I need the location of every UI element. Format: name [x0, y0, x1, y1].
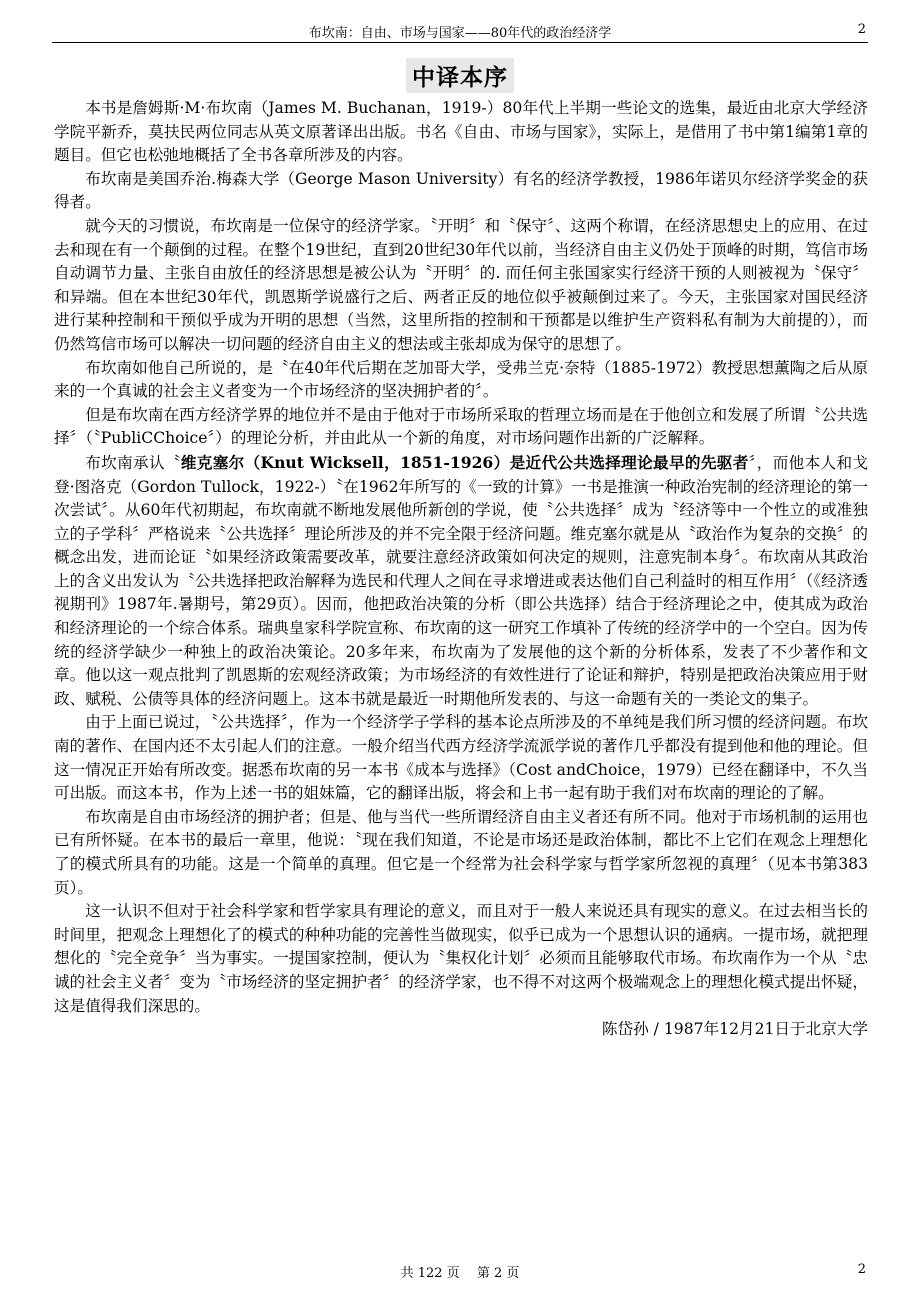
document-title — [0, 58, 920, 93]
paragraph-5: 但是布坎南在西方经济学界的地位并不是由于他对于市场所采取的哲理立场而是在于他创立和发展了所谓〝公共选择〞（〝PubliCChoice〞）的理论分析，并由此从一个新的角度，对市场问题作出新的广泛解释。 — [54, 405, 868, 448]
paragraph-2: 布坎南是美国乔治.梅森大学（George Mason University）有名的经济学教授，1986年诺贝尔经济学奖金的获得者。 — [54, 169, 868, 212]
header-title: 布坎南：自由、市场与国家——80年代的政治经济学 — [308, 26, 612, 41]
paragraph-8: 布坎南是自由市场经济的拥护者；但是、他与当代一些所谓经济自由主义者还有所不同。他对于市场机制的运用也已有所怀疑。在本书的最后一章里，他说：〝现在我们知道，不论是市场还是政治体制，都比不上它们在观念上理想化了的模式所具有的功能。这是一个简单的真理。但它是一个经常为社会科学家与哲学家所忽视的真理〞（见本书第383页）。 — [54, 807, 868, 897]
body-text — [54, 97, 868, 1042]
paragraph-6-start: 布坎南承认〝 — [85, 453, 181, 472]
paragraph-6 — [54, 451, 868, 712]
paragraph-1: 本书是詹姆斯·M·布坎南（James M. Buchanan，1919-）80年代上半期一些论文的选集，最近由北京大学经济学院平新乔，莫扶民两位同志从英文原著译出出版。书名《自由、市场与国家》，实际上，是借用了书中第1编第1章的题目。但它也松弛地概括了全书各章所涉及的内容。 — [54, 99, 868, 165]
paragraph-6-rest: 〞，而他本人和戈登·图洛克（Gordon Tullock，1922-）〝在1962年所写的《一致的计算》一书是推演一种政治宪制的经济理论的第一次尝试〞。从60年代初期起，布坎南就不断地发展他所新创的学说，使〝公共选择〞成为〝经济等中一个性立的或准独立的子学科〞严格说来〝公共选择〞理论所涉及的并不完全限于经济问题。维克塞尔就是从〝政治作为复杂的交换〞的概念出发，进而论证〝如果经济政策需要改革，就要注意经济政策如何决定的规则，注意宪制本身〞。布坎南从其政治上的含义出发认为〝公共选择把政治解释为选民和代理人之间在寻求增进或表达他们自己利益时的相互作用〞（《经济透视期刊》1987年.暑期号，第29页）。因而，他把政治决策的分析（即公共选择）结合于经济理论之中，使其成为政治和经济理论的一个综合体系。瑞典皇家科学院宣称、布坎南的这一研究工作填补了传统的经济学中的一个空白。因为传统的经济学缺少一种独上的政治决策论。20多年来，布坎南为了发展他的这个新的分析体系，发表了不少著作和文章。他以这一观点批判了凯恩斯的宏观经济政策；为市场经济的有效性进行了论证和辩护，特别是把政治决策应用于财政、赋税、公债等具体的经济问题上。这本书就是最近一时期他所发表的、与这一命题有关的一类论文的集子。 — [54, 453, 868, 708]
paragraph-3: 就今天的习惯说，布坎南是一位保守的经济学家。〝开明〞和〝保守〞、这两个称谓，在经济思想史上的应用、在过去和现在有一个颠倒的过程。在整个19世纪，直到20世纪30年代以前，当经济自由主义仍处于顶峰的时期，笃信市场自动调节力量、主张自由放任的经济思想是被公认为〝开明〞的. 而任何主张国家实行经济干预的人则被视为〝保守〞和异端。但在本世纪30年代，凯恩斯学说盛行之后、两者正反的地位似乎被颠倒过来了。今天，主张国家对国民经济进行某种控制和干预似乎成为开明的思想（当然，这里所指的控制和干预都是以维护生产资料私有制为大前提的），而仍然笃信市场可以解决一切问题的经济自由主义的想法或主张却成为保守的思想了。 — [54, 216, 868, 353]
document-title-text: 中译本序 — [406, 58, 514, 93]
footer-page-count: 共 122 页 第 2 页 — [400, 1266, 520, 1281]
header-page-number: 2 — [857, 22, 866, 37]
paragraph-4: 布坎南如他自己所说的，是〝在40年代后期在芝加哥大学，受弗兰克·奈特（1885-1972）教授思想薰陶之后从原来的一个真诚的社会主义者变为一个市场经济的坚决拥护者的〞。 — [54, 358, 868, 401]
paragraph-9: 这一认识不但对于社会科学家和哲学家具有理论的意义，而且对于一般人来说还具有现实的意义。在过去相当长的时间里，把观念上理想化了的模式的种种功能的完善性当做现实，似乎已成为一个思想认识的通病。一提市场，就把理想化的〝完全竞争〞当为事实。一提国家控制，便认为〝集权化计划〞必须而且能够取代市场。布坎南作为一个从〝忠诚的社会主义者〞变为〝市场经济的坚定拥护者〞的经济学家，也不得不对这两个极端观念上的理想化模式提出怀疑，这是值得我们深思的。 — [54, 902, 868, 1015]
page-header — [52, 18, 868, 43]
signature: 陈岱孙 / 1987年12月21日于北京大学 — [601, 1020, 868, 1039]
paragraph-6-emphasis: 维克塞尔（Knut Wicksell，1851-1926）是近代公共选择理论最早的先驱者 — [180, 452, 749, 472]
paragraph-7: 由于上面已说过，〝公共选择〞，作为一个经济学子学科的基本论点所涉及的不单纯是我们所习惯的经济问题。布坎南的著作、在国内还不太引起人们的注意。一般介绍当代西方经济学流派学说的著作几乎都没有提到他和他的理论。但这一情况正开始有所改变。据悉布坎南的另一本书《成本与选择》（Cost andChoice，1979）已经在翻译中，不久当可出版。而这本书，作为上述一书的姐妹篇，它的翻译出版，将会和上书一起有助于我们对布坎南的理论的了解。 — [54, 713, 868, 803]
footer-page-number: 2 — [857, 1262, 866, 1277]
